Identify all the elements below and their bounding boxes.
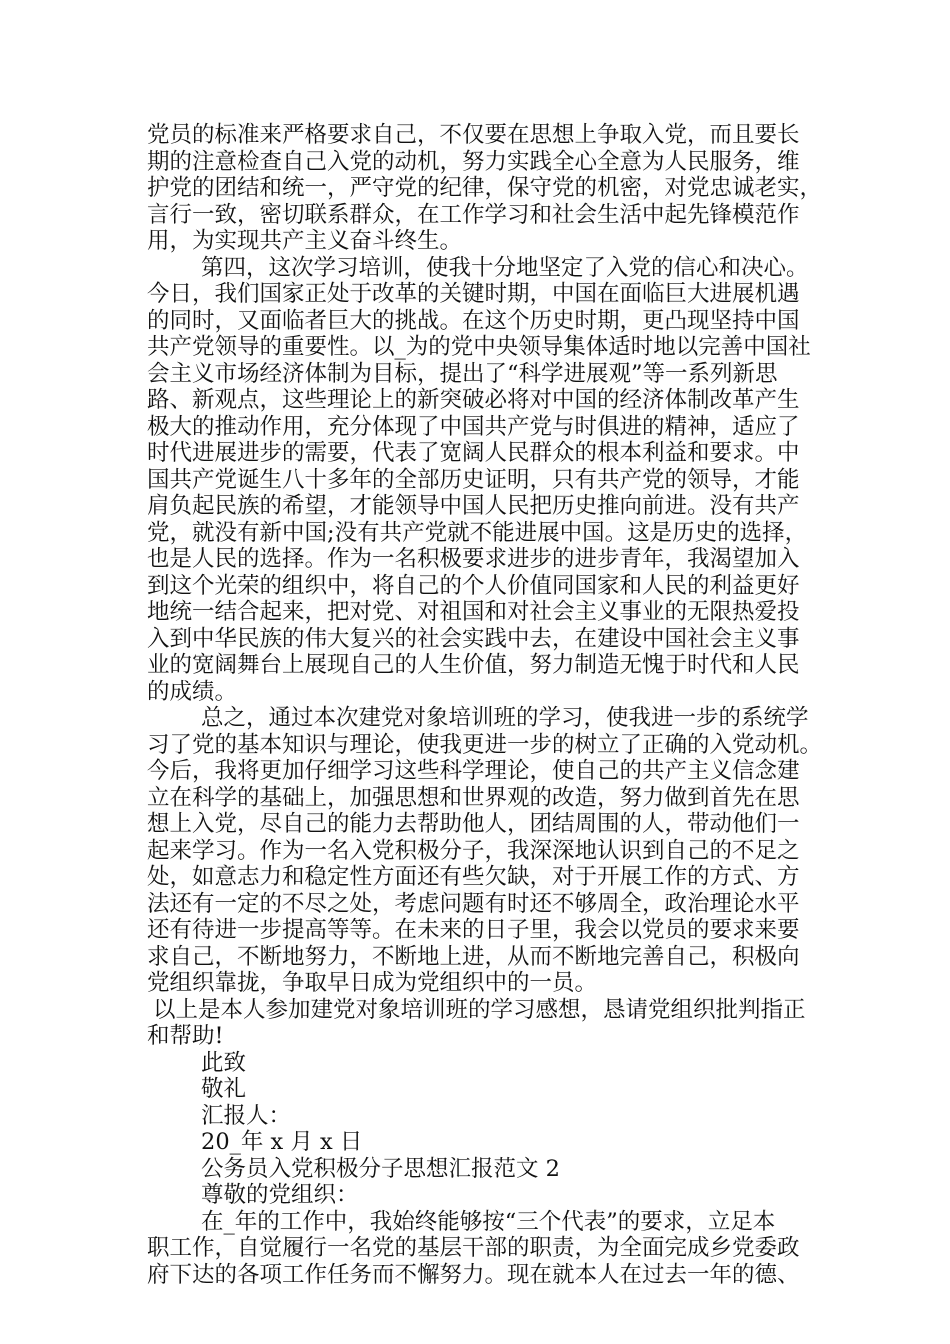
- text-line: 路、新观点，这些理论上的新突破必将对中国的经济体制改革产生: [147, 387, 800, 413]
- text-line: 求自己，不断地努力，不断地上进，从而不断地完善自己，积极向: [147, 943, 800, 970]
- text-line: 第四，这次学习培训，使我十分地坚定了入党的信心和决心。: [201, 254, 809, 281]
- text-line: 在_年的工作中，我始终能够按“三个代表”的要求，立足本: [201, 1208, 776, 1235]
- text-line: 用，为实现共产主义奋斗终生。: [147, 228, 463, 254]
- document-body: [147, 122, 827, 1288]
- text-line: 业的宽阔舞台上展现自己的人生价值，努力制造无愧于时代和人民: [147, 652, 800, 678]
- text-line: 言行一致，密切联系群众，在工作学习和社会生活中起先锋模范作: [147, 201, 800, 228]
- text-line: 起来学习。作为一名入党积极分子，我深深地认识到自己的不足之: [147, 837, 800, 864]
- text-line: 职工作，自觉履行一名党的基层干部的职责，为全面完成乡党委政: [147, 1235, 800, 1261]
- text-line: 入到中华民族的伟大复兴的社会实践中去，在建设中国社会主义事: [147, 625, 800, 652]
- text-line: 以上是本人参加建党对象培训班的学习感想，恳请党组织批判指正: [153, 996, 806, 1023]
- text-line: 今日，我们国家正处于改革的关键时期，中国在面临巨大进展机遇: [147, 281, 800, 307]
- text-line: 会主义市场经济体制为目标，提出了“科学进展观”等一系列新思: [147, 360, 778, 387]
- text-line: 还有待进一步提高等等。在未来的日子里，我会以党员的要求来要: [147, 917, 800, 943]
- text-line: 党员的标准来严格要求自己，不仅要在思想上争取入党，而且要长: [147, 122, 800, 148]
- text-line: 的成绩。: [147, 678, 238, 705]
- text-line: 今后，我将更加仔细学习这些科学理论，使自己的共产主义信念建: [147, 758, 800, 784]
- greeting: 尊敬的党组织：: [201, 1182, 359, 1208]
- section-title: 公务员入党积极分子思想汇报范文 2: [201, 1155, 560, 1182]
- text-line: 共产党领导的重要性。以_为的党中央领导集体适时地以完善中国社: [147, 334, 811, 360]
- text-line: 立在科学的基础上，加强思想和世界观的改造，努力做到首先在思: [147, 784, 800, 811]
- text-line: 地统一结合起来，把对党、对祖国和对社会主义事业的无限热爱投: [147, 599, 800, 625]
- text-line: 国共产党诞生八十多年的全部历史证明，只有共产党的领导，才能: [147, 466, 800, 493]
- closing-salutation: 此致: [201, 1049, 247, 1076]
- text-line: 府下达的各项工作任务而不懈努力。现在就本人在过去一年的德、: [147, 1261, 800, 1288]
- text-line: 到这个光荣的组织中，将自己的个人价值同国家和人民的利益更好: [147, 572, 800, 599]
- closing-regards: 敬礼: [201, 1076, 247, 1102]
- report-date: 20_年 x 月 x 日: [201, 1129, 363, 1155]
- text-line: 护党的团结和统一，严守党的纪律，保守党的机密，对党忠诚老实，: [147, 175, 823, 201]
- text-line: 法还有一定的不尽之处，考虑问题有时还不够周全，政治理论水平: [147, 890, 800, 917]
- text-line: 时代进展进步的需要，代表了宽阔人民群众的根本利益和要求。中: [147, 440, 800, 466]
- text-line: 也是人民的选择。作为一名积极要求进步的进步青年，我渴望加入: [147, 546, 800, 572]
- text-line: 党组织靠拢，争取早日成为党组织中的一员。: [147, 970, 598, 996]
- text-line: 习了党的基本知识与理论，使我更进一步的树立了正确的入党动机。: [147, 731, 823, 758]
- text-line: 的同时，又面临者巨大的挑战。在这个历史时期，更凸现坚持中国: [147, 307, 800, 334]
- text-line: 党，就没有新中国;没有共产党就不能进展中国。这是历史的选择，: [147, 519, 808, 546]
- text-line: 极大的推动作用，充分体现了中国共产党与时俱进的精神，适应了: [147, 413, 800, 440]
- text-line: 想上入党，尽自己的能力去帮助他人，团结周围的人，带动他们一: [147, 811, 800, 837]
- text-line: 和帮助!: [147, 1023, 224, 1049]
- text-line: 处，如意志力和稳定性方面还有些欠缺，对于开展工作的方式、方: [147, 864, 800, 890]
- text-line: 期的注意检查自己入党的动机，努力实践全心全意为人民服务，维: [147, 148, 800, 175]
- text-line: 总之，通过本次建党对象培训班的学习，使我进一步的系统学: [201, 705, 809, 731]
- reporter-label: 汇报人：: [201, 1102, 292, 1129]
- text-line: 肩负起民族的希望，才能领导中国人民把历史推向前进。没有共产: [147, 493, 800, 519]
